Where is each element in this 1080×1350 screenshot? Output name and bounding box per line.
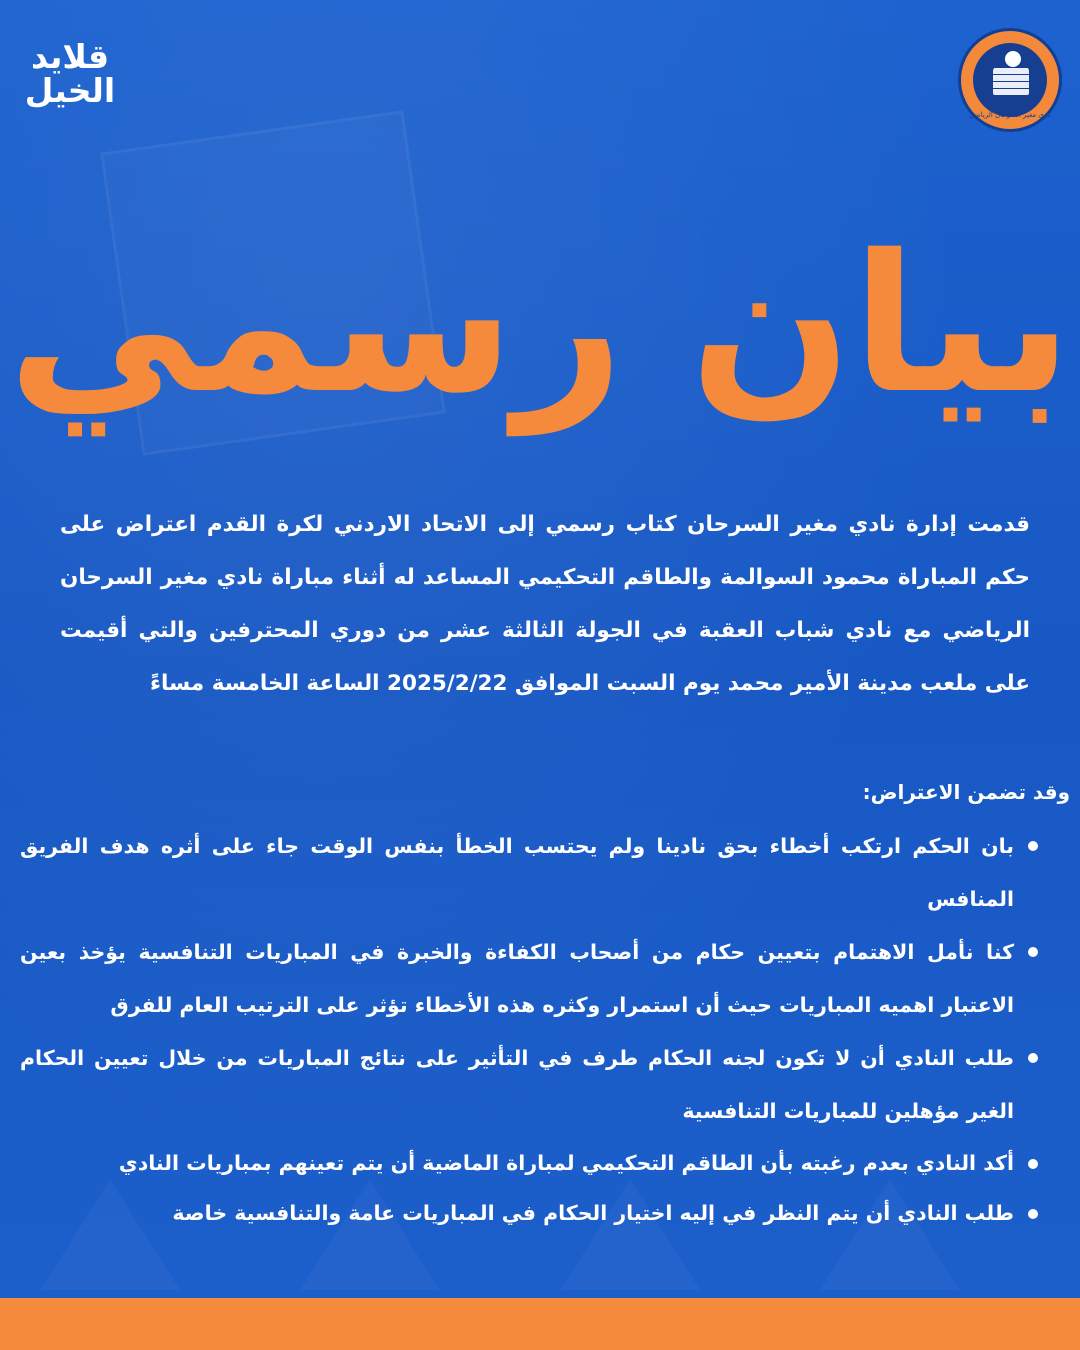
football-icon: [1003, 49, 1023, 69]
logo-line-1: قلايد: [30, 37, 110, 76]
list-item: [20, 1138, 1040, 1188]
statement-paragraph: قدمت إدارة نادي مغير السرحان كتاب رسمي إلى الاتحاد الاردني لكرة القدم اعتراض على حكم المباراة محمود السوالمة والطاقم التحكيمي المساعد له أثناء مباراة نادي مغير السرحان الرياضي مع نادي شباب العقبة في الجولة الثالثة عشر من دوري المحترفين والتي أقيمت على ملعب مدينة الأمير محمد يوم السبت الموافق 2025/2/22 الساعة الخامسة مساءً: [60, 512, 1030, 696]
objection-list: [20, 820, 1040, 1238]
footer-bar: [0, 1298, 1080, 1350]
list-item-text: أكد النادي بعدم رغبته بأن الطاقم التحكيمي لمباراة الماضية أن يتم تعينهم بمباريات النادي: [118, 1151, 1014, 1175]
bullet-icon: [1028, 1159, 1038, 1169]
list-item-text: بان الحكم ارتكب أخطاء بحق نادينا ولم يحتسب الخطأ بنفس الوقت جاء على أثره هدف الفريق المنافس: [20, 834, 1014, 911]
list-item: [20, 926, 1040, 1032]
bullet-icon: [1028, 1053, 1038, 1063]
club-crest-icon: [958, 28, 1062, 132]
list-item: [20, 820, 1040, 926]
qalayed-alkhail-logo: [24, 37, 116, 110]
list-item: [20, 1188, 1040, 1238]
crest-club-name: نادي مغير السرحان الرياضي: [968, 111, 1052, 119]
wall-icon: [993, 67, 1029, 95]
list-item-text: كنا نأمل الاهتمام بتعيين حكام من أصحاب الكفاءة والخبرة في المباريات التنافسية يؤخذ بعين الاعتبار اهميه المباريات حيث أن استمرار وكثره هذه الأخطاء تؤثر على الترتيب العام للفرق: [20, 940, 1014, 1017]
bullet-icon: [1028, 947, 1038, 957]
list-item-text: طلب النادي أن لا تكون لجنه الحكام طرف في التأثير على نتائج المباريات من خلال تعيين الحكام الغير مؤهلين للمباريات التنافسية: [20, 1046, 1014, 1123]
page-title: بيان رسمي: [7, 214, 1073, 435]
bullet-icon: [1028, 841, 1038, 851]
list-item: [20, 1032, 1040, 1138]
objection-intro: وقد تضمن الاعتراض:: [862, 780, 1070, 804]
list-item-text: طلب النادي أن يتم النظر في إليه اختيار الحكام في المباريات عامة والتنافسية خاصة: [172, 1201, 1014, 1225]
bullet-icon: [1028, 1209, 1038, 1219]
logo-line-2: الخيل: [24, 71, 116, 110]
